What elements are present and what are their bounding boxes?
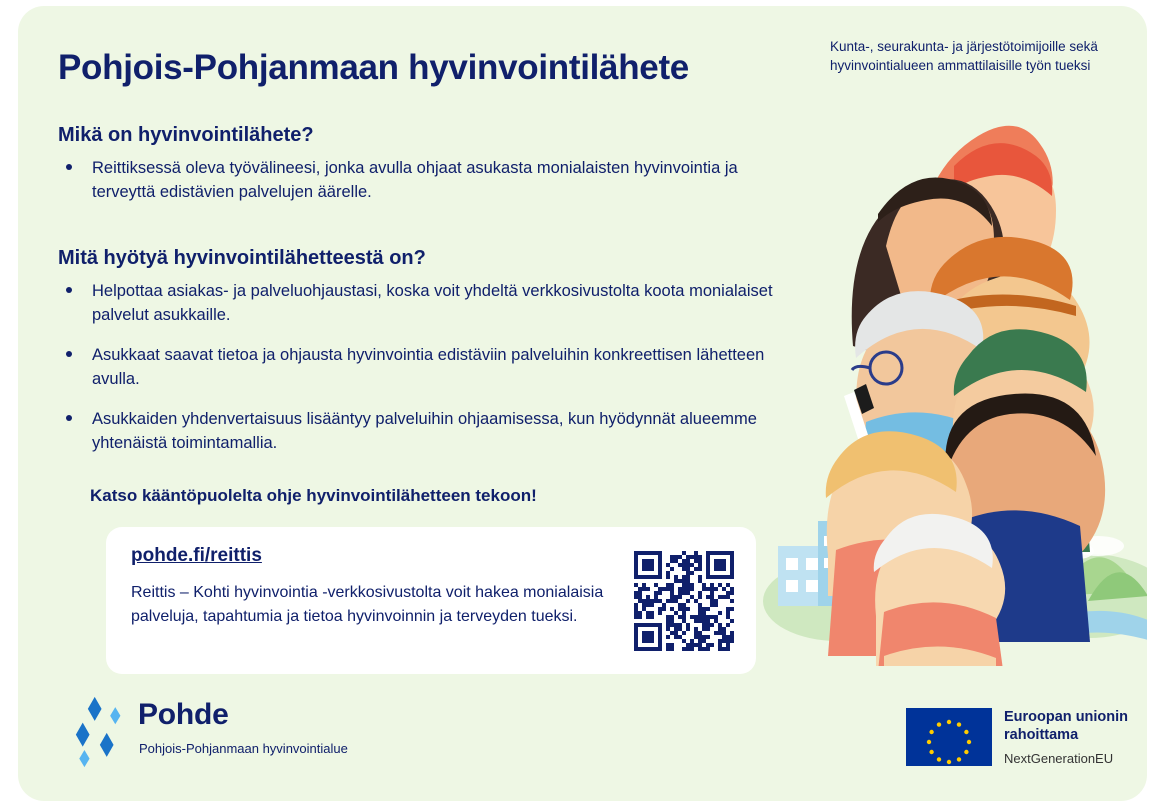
- people-illustration: [758, 96, 1147, 666]
- list-item-text: Helpottaa asiakas- ja palveluohjaustasi, koska voit yhdeltä verkkosivustolta koota monialaiset palvelut asukkaille.: [92, 282, 773, 325]
- section-2-heading: Mitä hyötyä hyvinvointilähetteestä on?: [58, 247, 426, 270]
- list-item: [58, 157, 778, 205]
- callout-text: Katso kääntöpuolelta ohje hyvinvointilähetteen tekoon!: [90, 485, 537, 505]
- list-item: [58, 408, 778, 456]
- list-item-text: Asukkaiden yhdenvertaisuus lisääntyy palveluihin ohjaamisessa, kun hyödynnät alueemme yhtenäistä toimintamallia.: [92, 409, 757, 452]
- content-column: [58, 36, 778, 506]
- eu-funding-title: Euroopan unionin rahoittama: [1004, 709, 1129, 744]
- eu-funding-logo: [906, 706, 1136, 781]
- bullet-dot-icon: [66, 415, 72, 421]
- list-item-text: Asukkaat saavat tietoa ja ohjausta hyvinvointia edistäviin palveluihin konkreettisen lähetteen avulla.: [92, 345, 765, 388]
- pohde-wordmark: Pohde: [138, 698, 229, 731]
- section-1-bullets: [58, 157, 778, 205]
- pohde-mark-icon: [69, 692, 129, 772]
- section-1-heading: Mikä on hyvinvointilähete?: [58, 124, 314, 147]
- reittis-link[interactable]: pohde.fi/reittis: [131, 545, 262, 566]
- eu-funding-subtitle: NextGenerationEU: [1004, 751, 1114, 766]
- pohde-logo: [63, 686, 383, 786]
- section-2-bullets: [58, 280, 778, 456]
- info-box-text: Reittis – Kohti hyvinvointia -verkkosivustolta voit hakea monialaisia palveluja, tapahtumia ja tietoa hyvinvoinnin ja terveyden tueksi.: [131, 584, 604, 625]
- list-item: [58, 280, 778, 328]
- poster-card: [18, 6, 1147, 801]
- info-box: [106, 527, 756, 674]
- bullet-dot-icon: [66, 351, 72, 357]
- qr-code-icon: [634, 551, 734, 651]
- pohde-subtitle: Pohjois-Pohjanmaan hyvinvointialue: [139, 741, 348, 756]
- list-item: [58, 344, 778, 392]
- bullet-dot-icon: [66, 287, 72, 293]
- target-audience-note: Kunta-, seurakunta- ja järjestötoimijoille sekä hyvinvointialueen ammattilaisille työn tueksi: [830, 39, 1098, 73]
- page-title: Pohjois-Pohjanmaan hyvinvointilähete: [58, 48, 689, 87]
- person-figure: [874, 514, 1006, 666]
- bullet-dot-icon: [66, 164, 72, 170]
- list-item-text: Reittiksessä oleva työvälineesi, jonka avulla ohjaat asukasta monialaisten hyvinvointia ja terveyttä edistävien palvelujen äärelle.: [92, 159, 738, 202]
- eu-flag-icon: [906, 708, 992, 766]
